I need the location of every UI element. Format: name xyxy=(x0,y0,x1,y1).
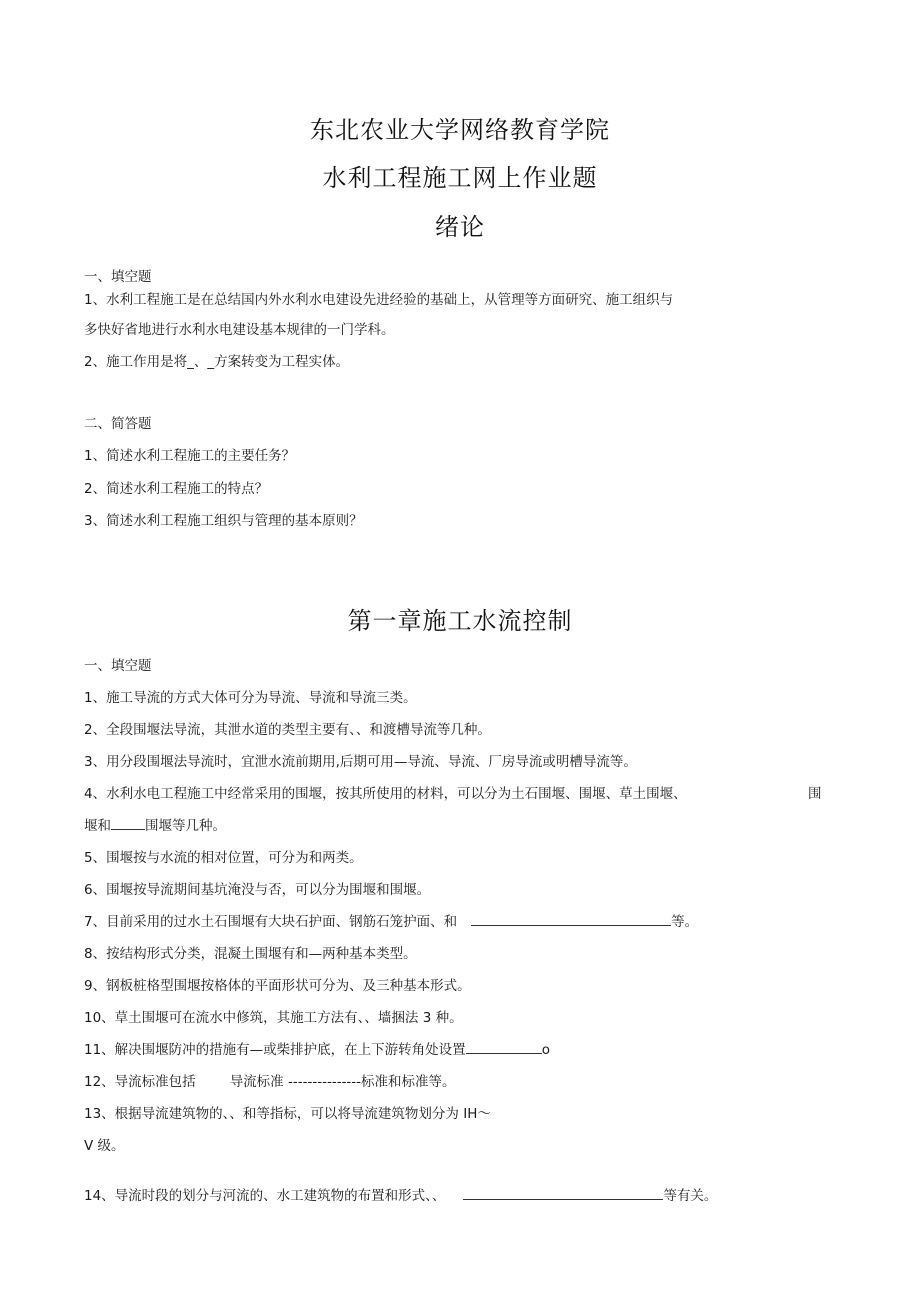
ch1-q12-rest: 导流标准 ---------------标准和标准等。 xyxy=(229,1074,456,1090)
ch1-fill-heading: 一、填空题 xyxy=(84,658,152,674)
ch1-q5: 5、围堰按与水流的相对位置，可分为和两类。 xyxy=(84,850,363,866)
ch1-q6: 6、围堰按导流期间基坑淹没与否，可以分为围堰和围堰。 xyxy=(84,882,431,898)
ch1-q9: 9、钢板桩格型围堰按格体的平面形状可分为、及三种基本形式。 xyxy=(84,978,471,994)
ch1-q12 xyxy=(84,1070,456,1090)
ch1-q4-line1: 4、水利水电工程施工中经常采用的围堰，按其所使用的材料，可以分为土石围堰、围堰、草土围堰、 xyxy=(84,786,687,802)
school-title: 东北农业大学网络教育学院 xyxy=(310,116,610,144)
ch1-q4-line1-tail: 围 xyxy=(808,786,822,802)
ch1-q1: 1、施工导流的方式大体可分为导流、导流和导流三类。 xyxy=(84,690,417,706)
intro-s3: 3、简述水利工程施工组织与管理的基本原则？ xyxy=(84,513,363,529)
ch1-q4-line2-start: 堰和 xyxy=(84,818,111,834)
ch1-q11-text: 11、解决围堰防冲的措施有—或柴排护底，在上下游转角处设置 xyxy=(84,1042,466,1058)
chapter1-title: 第一章施工水流控制 xyxy=(347,607,573,635)
ch1-q4-line2 xyxy=(84,814,226,834)
ch1-q10: 10、草土围堰可在流水中修筑，其施工方法有、、墙捆法 3 种。 xyxy=(84,1010,463,1026)
ch1-q4-line2-end: 围堰等几种。 xyxy=(145,818,226,834)
intro-fill-heading: 一、填空题 xyxy=(84,269,152,285)
intro-short-heading: 二、简答题 xyxy=(84,416,152,432)
ch1-q8: 8、按结构形式分类，混凝土围堰有和—两种基本类型。 xyxy=(84,946,417,962)
ch1-q7 xyxy=(84,910,698,930)
ch1-q14 xyxy=(84,1184,717,1204)
ch1-q7-end: 等。 xyxy=(671,914,699,930)
ch1-q7-blank xyxy=(471,913,671,926)
ch1-q13-line2: V 级。 xyxy=(84,1138,125,1154)
ch1-q4-blank xyxy=(111,817,145,830)
ch1-q11 xyxy=(84,1038,550,1058)
ch1-q7-text: 7、目前采用的过水土石围堰有大块石护面、钢筋石笼护面、和 xyxy=(84,914,458,930)
ch1-q11-blank xyxy=(466,1041,542,1054)
ch1-q14-text: 14、导流时段的划分与河流的、水工建筑物的布置和形式、、 xyxy=(84,1188,446,1204)
section-title: 绪论 xyxy=(435,213,485,241)
ch1-q14-blank xyxy=(463,1187,663,1200)
ch1-q11-end: o xyxy=(541,1042,550,1058)
intro-s1: 1、简述水利工程施工的主要任务？ xyxy=(84,448,296,464)
intro-q1-line2: 多快好省地进行水利水电建设基本规律的一门学科。 xyxy=(84,322,395,338)
intro-s2: 2、简述水利工程施工的特点？ xyxy=(84,481,269,497)
intro-q1-line1: 1、水利工程施工是在总结国内外水利水电建设先进经验的基础上，从管理等方面研究、施工组织与 xyxy=(84,292,674,308)
ch1-q12-text: 12、导流标准包括 xyxy=(84,1074,196,1090)
ch1-q3: 3、用分段围堰法导流时，宜泄水流前期用,后期可用—导流、导流、厂房导流或明槽导流等。 xyxy=(84,754,637,770)
course-title: 水利工程施工网上作业题 xyxy=(322,164,598,192)
ch1-q13-line1: 13、根据导流建筑物的、、和等指标，可以将导流建筑物划分为 IH～ xyxy=(84,1106,491,1122)
intro-q2: 2、施工作用是将_、_方案转变为工程实体。 xyxy=(84,354,350,370)
ch1-q14-end: 等有关。 xyxy=(663,1188,718,1204)
ch1-q2: 2、全段围堰法导流，其泄水道的类型主要有、、和渡槽导流等几种。 xyxy=(84,722,491,738)
